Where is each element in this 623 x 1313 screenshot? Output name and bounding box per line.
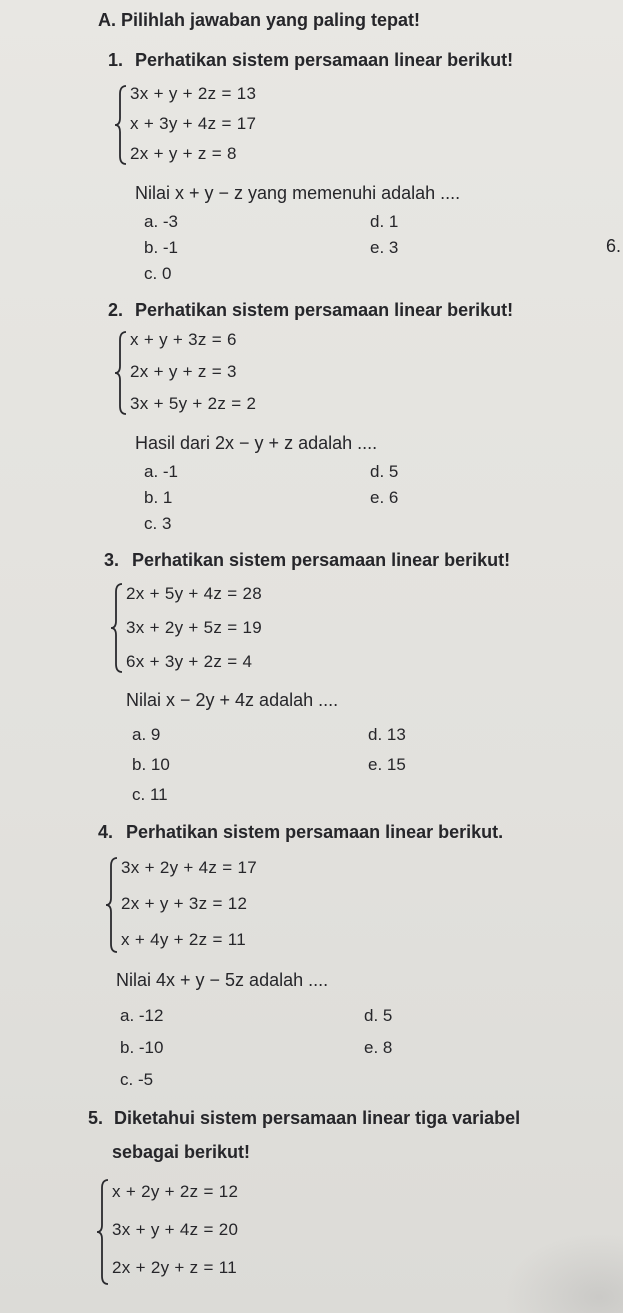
q2-question: Hasil dari 2x − y + z adalah .... (135, 433, 378, 453)
q4-prompt: Perhatikan sistem persamaan linear berikut. (126, 822, 504, 842)
q1-equation-3: 2x + y + z = 8 (130, 144, 237, 163)
q4-question: Nilai 4x + y − 5z adalah .... (116, 970, 329, 990)
q4-equation-1: 3x + 2y + 4z = 17 (121, 858, 257, 877)
q5-equation-3: 2x + 2y + z = 11 (112, 1258, 237, 1277)
q1-question: Nilai x + y − z yang memenuhi adalah .... (135, 183, 461, 203)
margin-number: 6. (606, 236, 622, 256)
q2-equation-1: x + y + 3z = 6 (130, 330, 237, 349)
q3-equation-3: 6x + 3y + 2z = 4 (126, 652, 253, 671)
q5-number: 5. (88, 1108, 104, 1128)
q3-option-d[interactable]: d. 13 (368, 725, 406, 744)
q2-equation-2: 2x + y + z = 3 (130, 362, 237, 381)
q5-brace (96, 1178, 110, 1286)
q4-number: 4. (98, 822, 114, 842)
q4-option-c[interactable]: c. -5 (120, 1070, 154, 1089)
q4-option-e[interactable]: e. 8 (364, 1038, 393, 1057)
q2-option-a[interactable]: a. -1 (144, 462, 179, 481)
q3-number: 3. (104, 550, 120, 570)
q5-prompt-continued: sebagai berikut! (112, 1142, 251, 1162)
q5-equation-2: 3x + y + 4z = 20 (112, 1220, 239, 1239)
q3-brace (110, 582, 124, 674)
q3-option-a[interactable]: a. 9 (132, 725, 161, 744)
q4-option-b[interactable]: b. -10 (120, 1038, 164, 1057)
q4-option-a[interactable]: a. -12 (120, 1006, 164, 1025)
q2-equation-3: 3x + 5y + 2z = 2 (130, 394, 257, 413)
q5-equation-1: x + 2y + 2z = 12 (112, 1182, 239, 1201)
q1-option-e[interactable]: e. 3 (370, 238, 399, 257)
q3-equation-2: 3x + 2y + 5z = 19 (126, 618, 262, 637)
q4-option-d[interactable]: d. 5 (364, 1006, 393, 1025)
q3-equation-1: 2x + 5y + 4z = 28 (126, 584, 262, 603)
section-title: A. Pilihlah jawaban yang paling tepat! (98, 10, 421, 30)
q1-option-c[interactable]: c. 0 (144, 264, 172, 283)
page-shadow (503, 1233, 623, 1313)
q1-number: 1. (108, 50, 124, 70)
q3-question: Nilai x − 2y + 4z adalah .... (126, 690, 339, 710)
q4-equation-3: x + 4y + 2z = 11 (121, 930, 246, 949)
q4-equation-2: 2x + y + 3z = 12 (121, 894, 248, 913)
q1-equation-2: x + 3y + 4z = 17 (130, 114, 257, 133)
q3-prompt: Perhatikan sistem persamaan linear berikut! (132, 550, 511, 570)
q2-brace (114, 330, 128, 416)
q2-option-d[interactable]: d. 5 (370, 462, 399, 481)
q4-brace (105, 856, 119, 954)
q2-option-c[interactable]: c. 3 (144, 514, 172, 533)
q3-option-b[interactable]: b. 10 (132, 755, 170, 774)
q2-option-e[interactable]: e. 6 (370, 488, 399, 507)
q2-prompt: Perhatikan sistem persamaan linear berikut! (135, 300, 514, 320)
q1-option-d[interactable]: d. 1 (370, 212, 399, 231)
q2-number: 2. (108, 300, 124, 320)
q1-option-a[interactable]: a. -3 (144, 212, 179, 231)
q5-prompt: Diketahui sistem persamaan linear tiga variabel (114, 1108, 521, 1128)
q1-equation-1: 3x + y + 2z = 13 (130, 84, 257, 103)
q3-option-c[interactable]: c. 11 (132, 785, 168, 804)
q1-brace (114, 84, 128, 166)
q3-option-e[interactable]: e. 15 (368, 755, 406, 774)
q1-option-b[interactable]: b. -1 (144, 238, 179, 257)
q2-option-b[interactable]: b. 1 (144, 488, 173, 507)
q1-prompt: Perhatikan sistem persamaan linear berikut! (135, 50, 514, 70)
